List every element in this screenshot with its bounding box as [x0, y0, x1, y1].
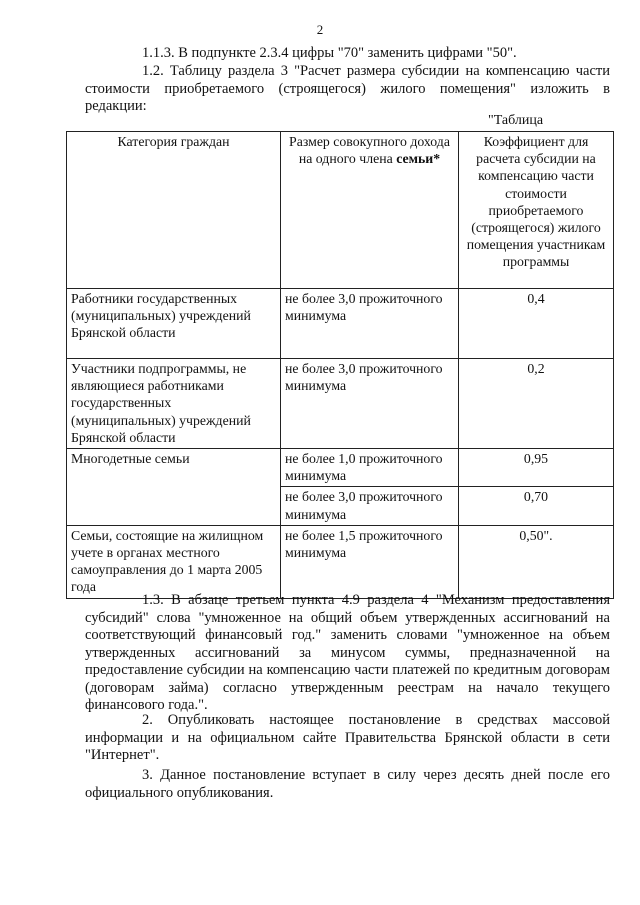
cell-income: не более 3,0 прожиточного минимума	[281, 289, 459, 359]
table-label: "Таблица	[488, 113, 544, 128]
table-row	[67, 449, 614, 487]
header-category: Категория граждан	[67, 132, 281, 289]
paragraph-1-1-3: 1.1.3. В подпункте 2.3.4 цифры "70" заменить цифрами "50".	[142, 45, 517, 61]
cell-income: не более 1,5 прожиточного минимума	[281, 525, 459, 598]
cell-income: не более 3,0 прожиточного минимума	[281, 359, 459, 449]
table-header-row	[67, 132, 614, 289]
paragraph-1-2: 1.2. Таблицу раздела 3 "Расчет размера субсидии на компенсацию части стоимости приобретаемого (строящегося) жилого помещения" изложить в редакции:	[85, 63, 610, 114]
page-number: 2	[316, 22, 324, 37]
cell-coefficient: 0,95	[459, 449, 614, 487]
header-coefficient: Коэффициент для расчета субсидии на компенсацию части стоимости приобретаемого (строящегося) жилого помещения участникам программы	[459, 132, 614, 289]
cell-coefficient: 0,70	[459, 487, 614, 525]
cell-coefficient: 0,50".	[459, 525, 614, 598]
cell-category: Семьи, состоящие на жилищном учете в органах местного самоуправления до 1 марта 2005 года	[67, 525, 281, 598]
cell-category: Многодетные семьи	[67, 449, 281, 526]
paragraph-2: 2. Опубликовать настоящее постановление в средствах массовой информации и на официальном сайте Правительства Брянской области в сети "Интернет".	[85, 712, 610, 763]
cell-category: Участники подпрограммы, не являющиеся работниками государственных (муниципальных) учреждений Брянской области	[67, 359, 281, 449]
header-income-family: семьи*	[396, 151, 441, 167]
header-income	[281, 132, 459, 289]
subsidy-table	[66, 131, 614, 599]
cell-income: не более 3,0 прожиточного минимума	[281, 487, 459, 525]
cell-coefficient: 0,4	[459, 289, 614, 359]
cell-category: Работники государственных (муниципальных) учреждений Брянской области	[67, 289, 281, 359]
paragraph-3: 3. Данное постановление вступает в силу через десять дней после его официального опубликования.	[85, 767, 610, 801]
table-row	[67, 289, 614, 359]
cell-income: не более 1,0 прожиточного минимума	[281, 449, 459, 487]
paragraph-1-3: 1.3. В абзаце третьем пункта 4.9 раздела 4 "Механизм предоставления субсидий" слова "умноженное на общий объем утвержденных ассигнований на соответствующий финансовый год." заменить словами "умноженное на объем утвержденных ассигнований за минусом суммы, предназначенной на предоставление субсидии на компенсацию части платежей по кредитным договорам (договорам займа) согласно утвержденным реестрам на начало текущего финансового года.".	[85, 592, 610, 713]
cell-coefficient: 0,2	[459, 359, 614, 449]
table-row	[67, 359, 614, 449]
header-income-text: Размер совокупного дохода на одного члена	[289, 134, 450, 167]
table-row	[67, 525, 614, 598]
